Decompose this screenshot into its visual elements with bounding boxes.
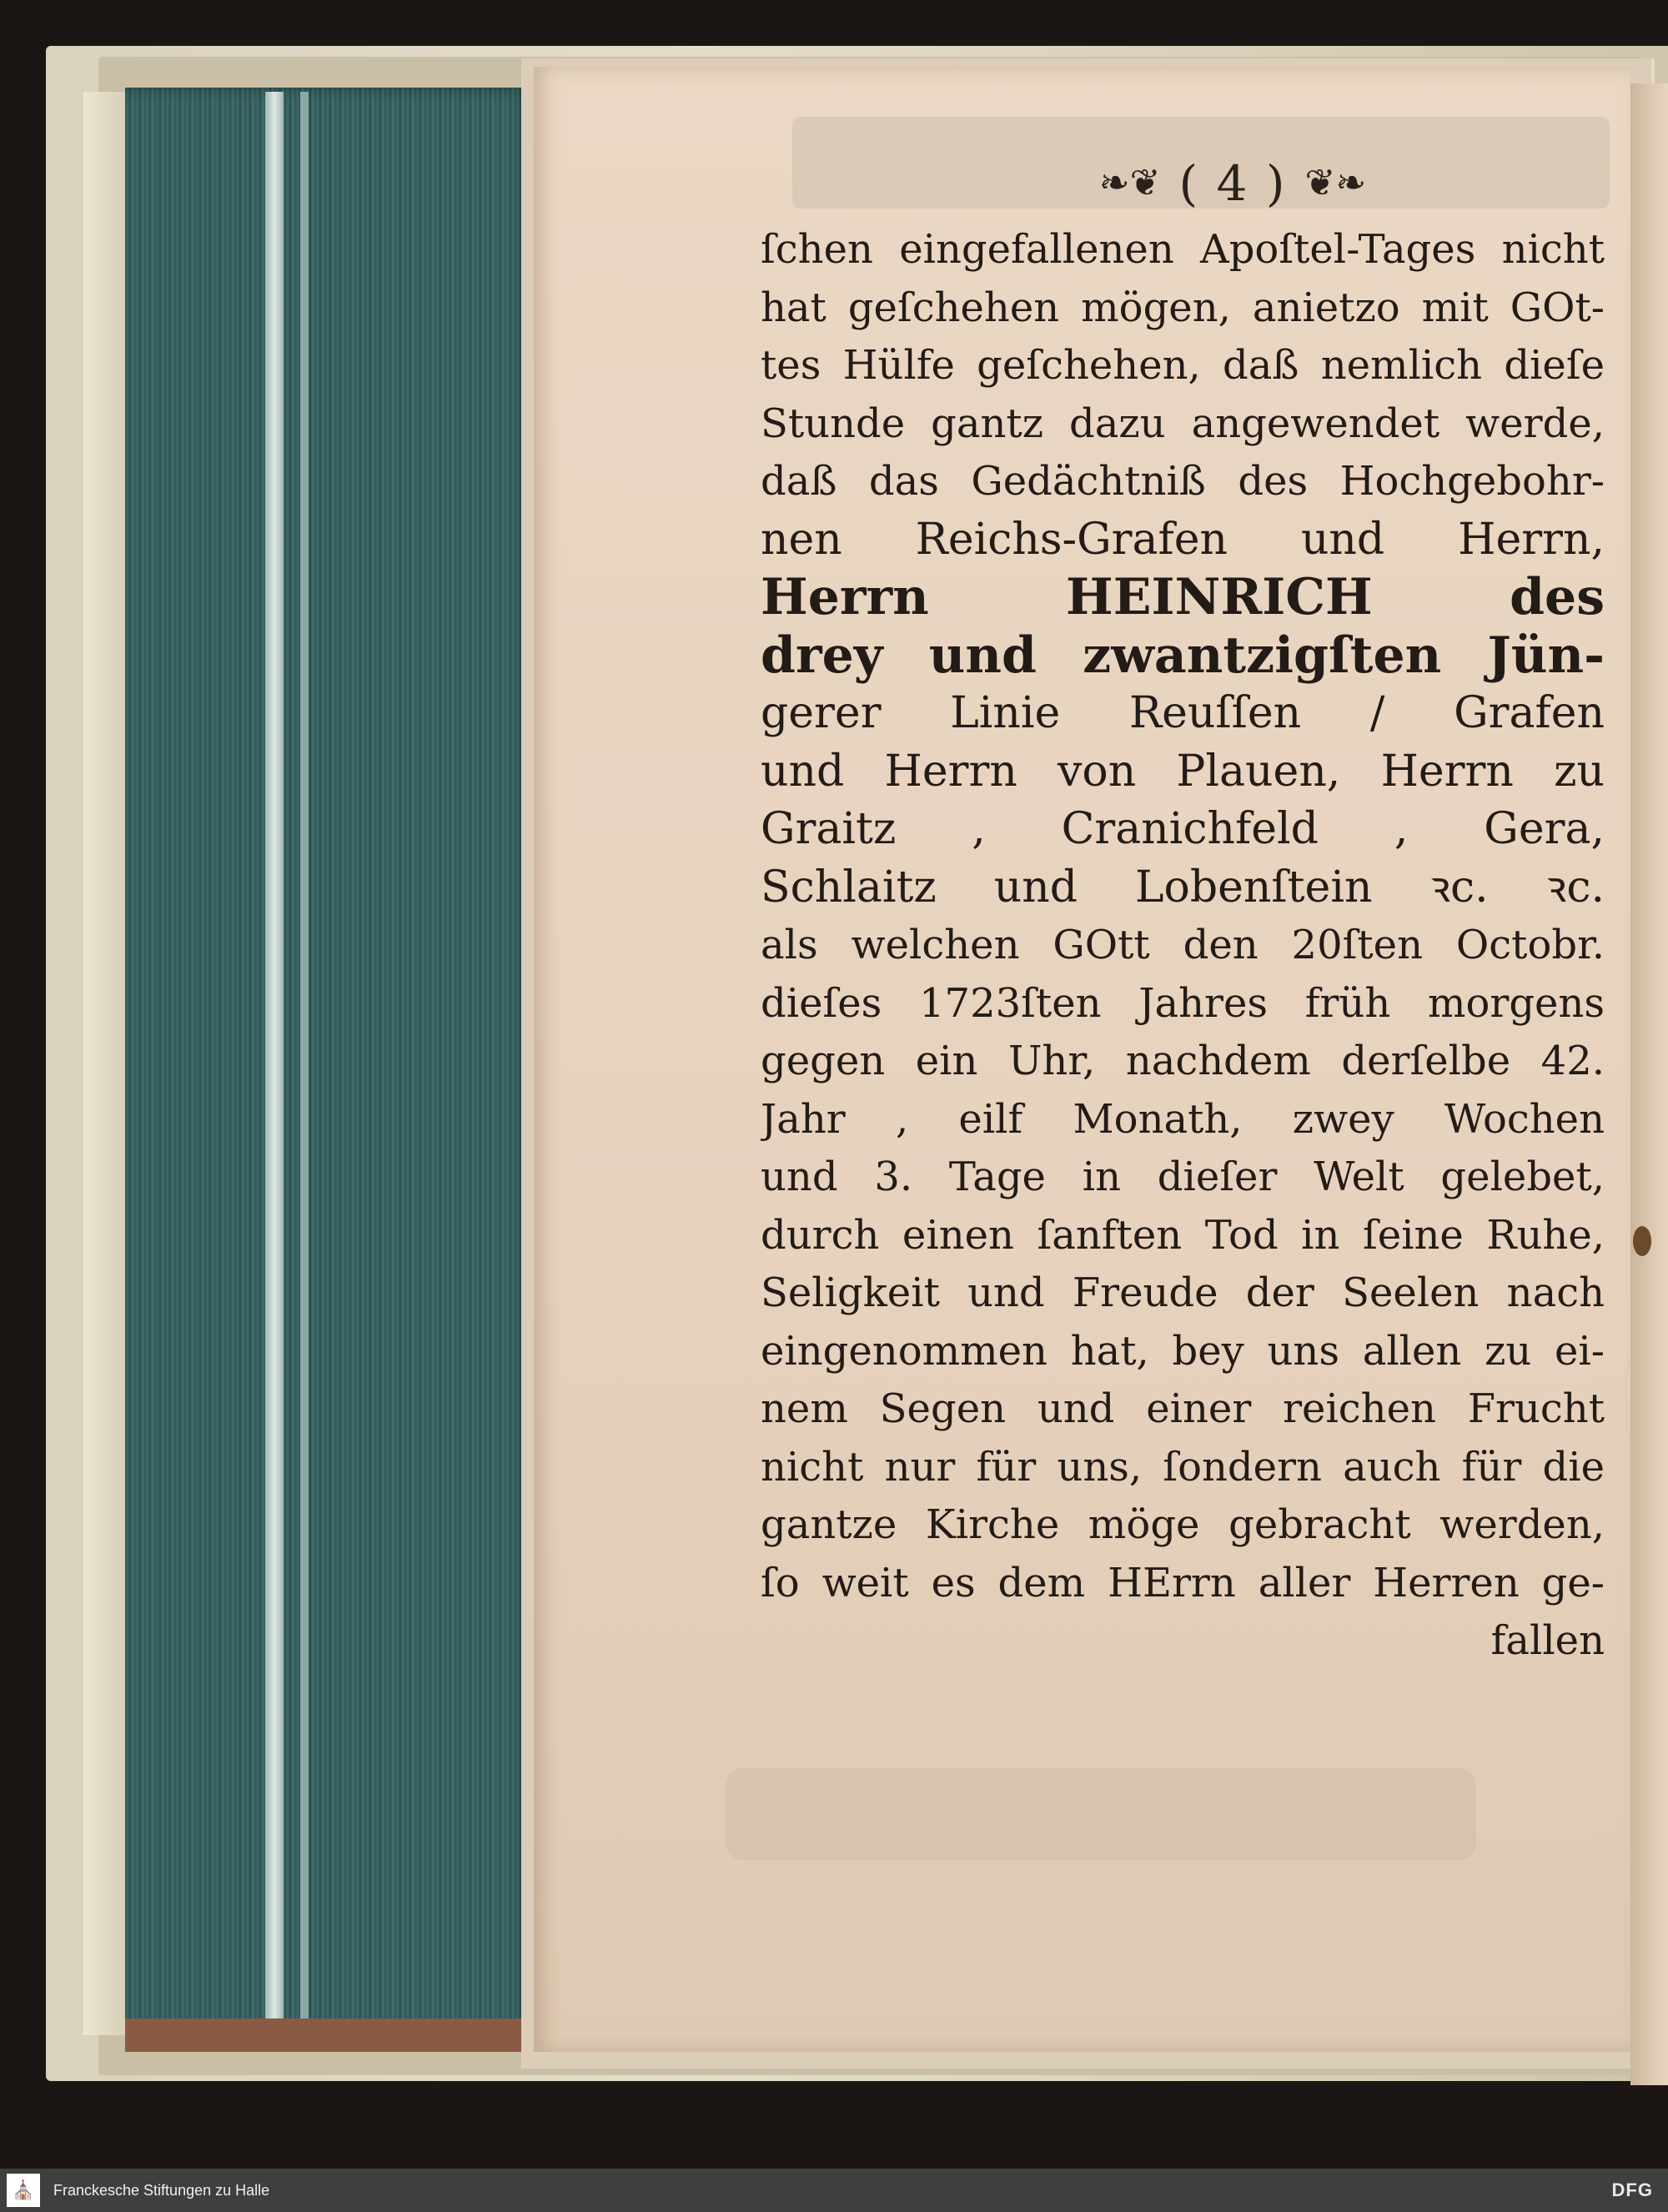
page-edge-bottom — [125, 2018, 525, 2052]
text-line: als welchen GOtt den 20ſten Octobr. — [761, 922, 1605, 968]
dfg-logo: DFG — [1611, 2179, 1653, 2200]
text-line: eingenommen hat, bey uns allen zu ei- — [761, 1327, 1605, 1375]
text-line: und Herrn von Plauen, Herrn zu — [761, 746, 1605, 797]
text-line: Graitz , Cranichfeld , Gera, — [761, 804, 1605, 854]
text-line: ſchen eingefallenen Apoſtel-Tages nicht — [761, 226, 1605, 273]
ornament-left-icon: ❧❦ — [1098, 162, 1161, 204]
text-line: tes Hülfe geſchehen, daß nemlich dieſe — [761, 342, 1605, 389]
catchword: fallen — [1490, 1617, 1605, 1664]
text-line: und 3. Tage in dieſer Welt gelebet, — [761, 1154, 1605, 1200]
text-line: Seligkeit und Freude der Seelen nach — [761, 1269, 1605, 1316]
body-text — [761, 221, 1605, 1671]
text-line: nem Segen und einer reichen Frucht — [761, 1385, 1605, 1432]
ornament-right-icon: ❦❧ — [1304, 162, 1367, 204]
text-line: gantze Kirche möge gebracht werden, — [761, 1501, 1605, 1548]
foundation-emblem-icon: ⛪ — [7, 2174, 40, 2207]
text-line: Stunde gantz dazu angewendet werde, — [761, 400, 1605, 447]
text-line: Herrn HEINRICH des — [761, 569, 1605, 626]
facing-page-edge — [1630, 83, 1668, 2085]
page-number: ( 4 ) — [1178, 155, 1287, 212]
text-line: gerer Linie Reuſſen / Grafen — [761, 688, 1605, 738]
text-line: nen Reichs-Grafen und Herrn, — [761, 514, 1605, 565]
text-line: drey und zwantzigſten Jün- — [761, 626, 1605, 685]
text-line: Schlaitz und Lobenſtein ꝛc. ꝛc. — [761, 862, 1605, 912]
text-line: dieſes 1723ſten Jahres früh morgens — [761, 979, 1605, 1027]
institution-label: Franckesche Stiftungen zu Halle — [53, 2181, 270, 2199]
bleed-through-stain-bottom — [726, 1768, 1476, 1860]
text-line: ſo weit es dem HErrn aller Herren ge- — [761, 1559, 1605, 1606]
text-line: daß das Gedächtniß des Hochgebohr- — [761, 458, 1605, 505]
page-edge-highlight — [265, 92, 284, 2044]
text-line: nicht nur für uns, ſondern auch für die — [761, 1443, 1605, 1491]
page-edge-highlight-2 — [300, 92, 309, 2044]
text-line: gegen ein Uhr, nachdem derſelbe 42. — [761, 1038, 1605, 1084]
ink-spot — [1633, 1226, 1651, 1256]
page-edge-left — [83, 92, 125, 2035]
text-line: Jahr , eilf Monath, zwey Wochen — [761, 1095, 1605, 1143]
viewer-footer — [0, 2169, 1668, 2212]
text-line: durch einen ſanften Tod in ſeine Ruhe, — [761, 1211, 1605, 1259]
page-block-edge — [125, 88, 534, 2048]
text-line: hat geſchehen mögen, anietzo mit GOt- — [761, 284, 1605, 331]
page-header — [1058, 154, 1408, 213]
